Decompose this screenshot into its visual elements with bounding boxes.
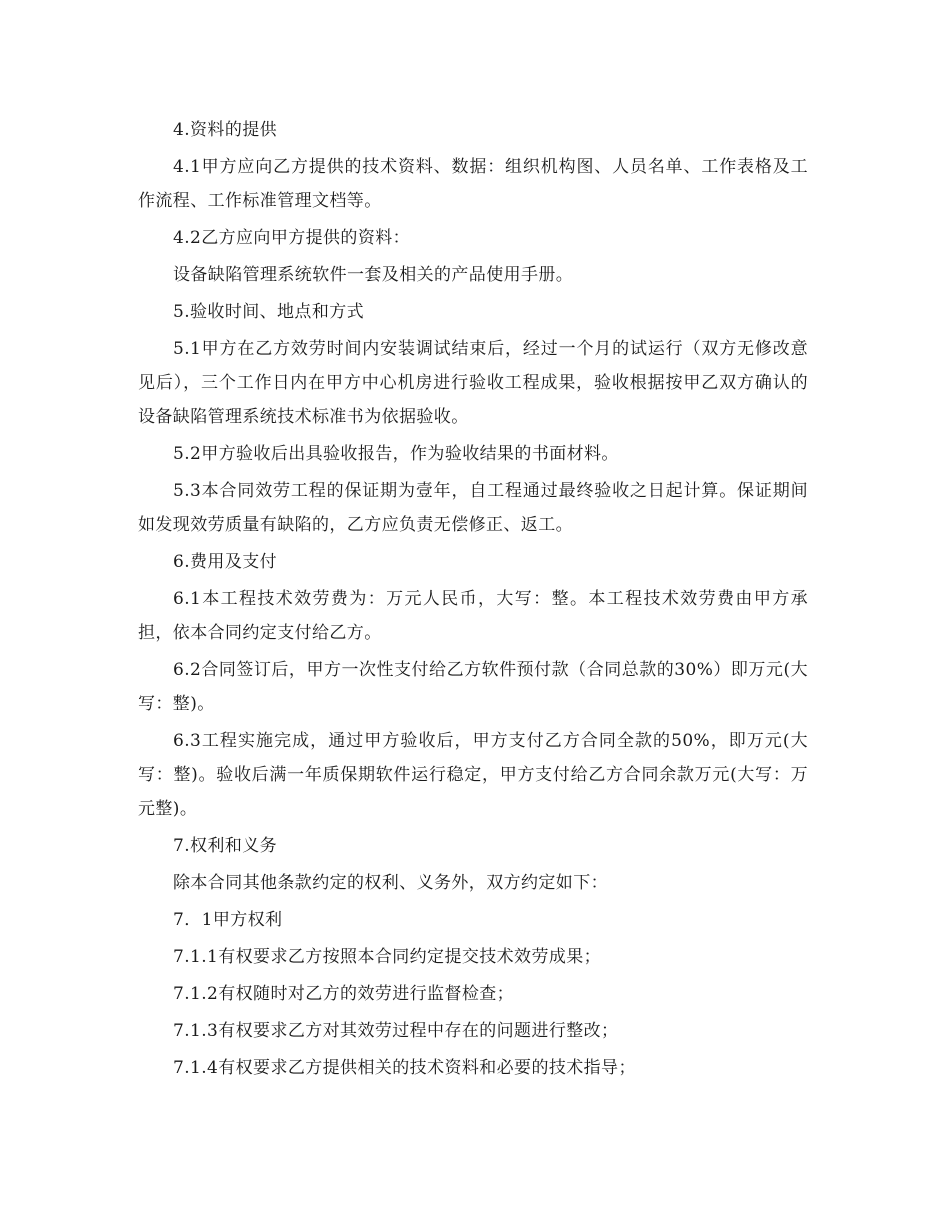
section-heading: 5.验收时间、地点和方式	[173, 302, 365, 322]
clause-item: 7.1.2有权随时对乙方的效劳进行监督检查；	[173, 984, 515, 1004]
clause-paragraph: 4.2乙方应向甲方提供的资料：	[173, 228, 411, 248]
section-heading: 7.权利和义务	[173, 836, 278, 856]
clause-item: 7.1.4有权要求乙方提供相关的技术资料和必要的技术指导；	[173, 1058, 636, 1078]
section-heading: 6.费用及支付	[173, 552, 278, 572]
clause-paragraph: 6.2合同签订后，甲方一次性支付给乙方软件预付款（合同总款的30%）即万元(大写：整)。	[138, 660, 808, 714]
clause-paragraph: 设备缺陷管理系统软件一套及相关的产品使用手册。	[173, 265, 574, 285]
clause-item: 7.1.1有权要求乙方按照本合同约定提交技术效劳成果；	[173, 947, 602, 967]
clause-paragraph: 5.3本合同效劳工程的保证期为壹年，自工程通过最终验收之日起计算。保证期间如发现效劳质量有缺陷的，乙方应负责无偿修正、返工。	[138, 481, 808, 535]
clause-paragraph: 6.1本工程技术效劳费为：万元人民币，大写：整。本工程技术效劳费由甲方承担，依本合同约定支付给乙方。	[138, 589, 808, 643]
clause-paragraph: 除本合同其他条款约定的权利、义务外，双方约定如下：	[173, 873, 608, 893]
clause-paragraph: 5.1甲方在乙方效劳时间内安装调试结束后，经过一个月的试运行（双方无修改意见后），三个工作日内在甲方中心机房进行验收工程成果，验收根据按甲乙双方确认的设备缺陷管理系统技术标准书为依据验收。	[138, 339, 808, 427]
clause-paragraph: 4.1甲方应向乙方提供的技术资料、数据：组织机构图、人员名单、工作表格及工作流程、工作标准管理文档等。	[138, 157, 808, 211]
clause-paragraph: 6.3工程实施完成，通过甲方验收后，甲方支付乙方合同全款的50%，即万元(大写：整)。验收后满一年质保期软件运行稳定，甲方支付给乙方合同余款万元(大写：万元整)。	[138, 731, 808, 819]
clause-item: 7.1.3有权要求乙方对其效劳过程中存在的问题进行整改；	[173, 1021, 619, 1041]
clause-paragraph: 5.2甲方验收后出具验收报告，作为验收结果的书面材料。	[173, 444, 619, 464]
section-heading: 4.资料的提供	[173, 120, 278, 140]
document-body	[138, 113, 808, 1088]
subsection-heading: 7．1甲方权利	[173, 910, 283, 930]
